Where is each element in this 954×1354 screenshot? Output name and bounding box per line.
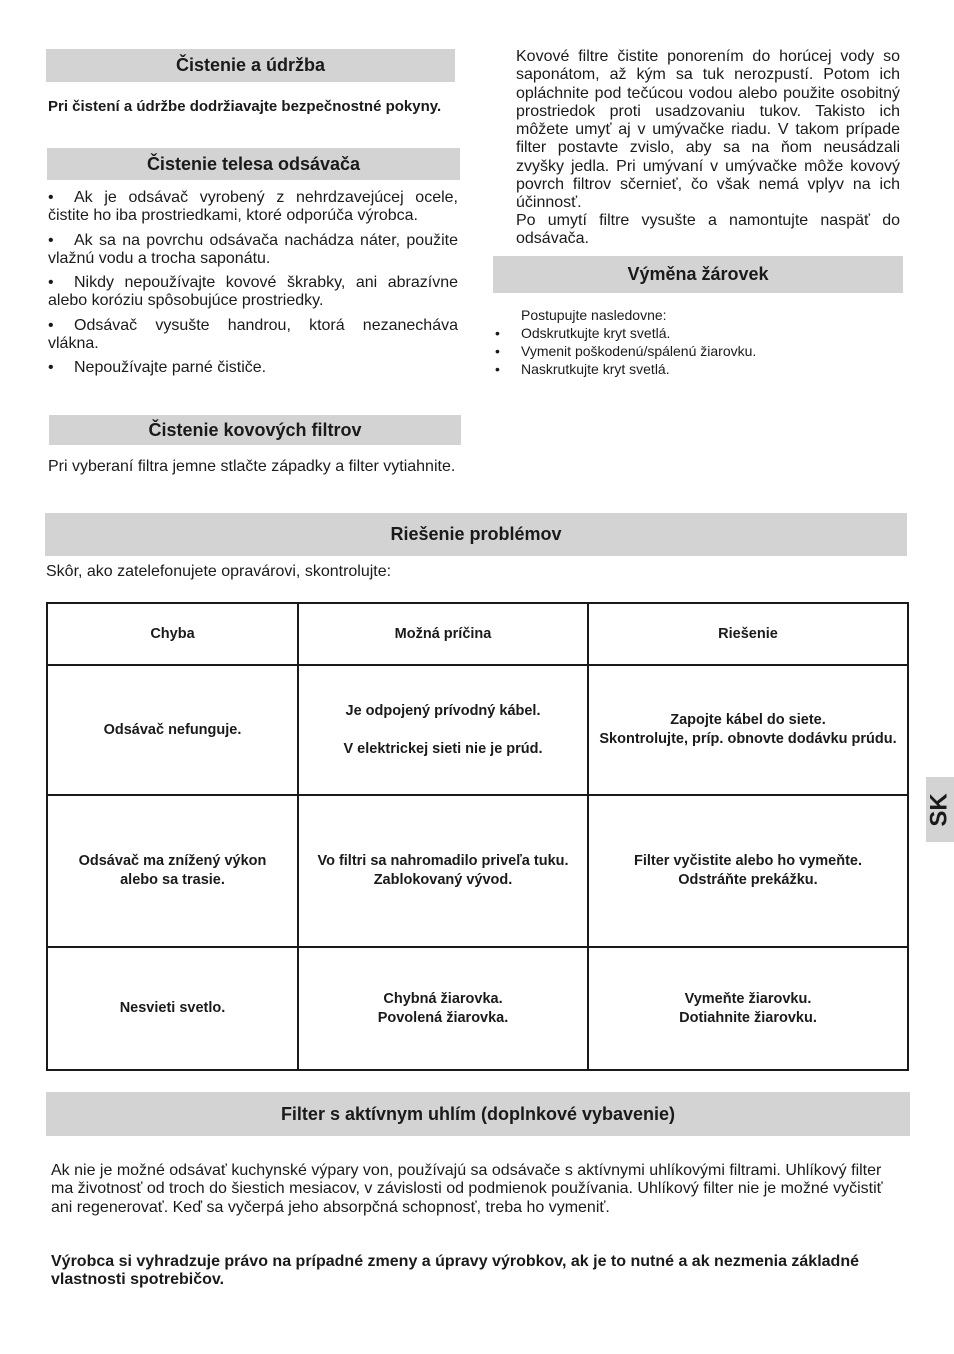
care-heading-text: Čistenie a údržba <box>175 55 326 75</box>
bulb-intro: Postupujte nasledovne: <box>521 307 667 323</box>
carbon-filter-heading <box>46 1092 910 1136</box>
metal-filters-heading-text: Čistenie kovových filtrov <box>148 419 362 440</box>
cause-cell: Vo filtri sa nahromadilo priveľa tuku. Zablokovaný vývod. <box>298 795 588 947</box>
bulb-replacement-heading-text: Výměna žárovek <box>627 264 769 284</box>
care-heading <box>46 49 455 82</box>
solution-cell: Filter vyčistite alebo ho vymeňte. Odstráňte prekážku. <box>588 795 908 947</box>
solution-cell: Zapojte kábel do siete. Skontrolujte, príp. obnovte dodávku prúdu. <box>588 665 908 795</box>
care-safety-note: Pri čistení a údržbe dodržiavajte bezpečnostné pokyny. <box>48 98 442 115</box>
language-tab <box>926 777 954 842</box>
list-item: • Naskrutkujte kryt svetlá. <box>495 361 670 377</box>
list-item: • Nepoužívajte parné čističe. <box>48 359 267 377</box>
list-item: • Odsávač vysušte handrou, ktorá nezanecháva vlákna. <box>48 316 458 353</box>
fault-cell: Odsávač nefunguje. <box>47 665 298 795</box>
list-item: • Odskrutkujte kryt svetlá. <box>495 325 671 341</box>
carbon-filter-heading-text: Filter s aktívnym uhlím (doplnkové vybavenie) <box>280 1103 676 1124</box>
cause-cell: Je odpojený prívodný kábel. V elektrickej sieti nie je prúd. <box>298 665 588 795</box>
header-solution: Riešenie <box>588 603 908 665</box>
body-cleaning-heading <box>47 148 460 180</box>
metal-filters-heading <box>49 415 461 445</box>
fault-cell: Odsávač ma znížený výkon alebo sa trasie. <box>47 795 298 947</box>
list-item: • Ak je odsávač vyrobený z nehrdzavejúcej ocele, čistite ho iba prostriedkami, ktoré odporúča výrobca. <box>48 189 458 225</box>
solution-cell: Vymeňte žiarovku. Dotiahnite žiarovku. <box>588 947 908 1070</box>
bulb-steps-list <box>493 324 903 378</box>
list-item: • Nikdy nepoužívajte kovové škrabky, ani abrazívne alebo koróziu spôsobujúce prostriedky. <box>48 274 458 310</box>
metal-filters-continued: Kovové filtre čistite ponorením do horúcej vody so saponátom, až kým sa tuk nerozpustí. Potom ich opláchnite pod tečúcou vodou alebo použite osobitný prostriedok proti usadzovaniu tukov. Takisto ich môžete umyť aj v umývačke riadu. V takom prípade filter postavte zvislo, aby sa na ňom neusádzali zvyšky jedla. Pri umývaní v umývačke môže kovový povrch filtrov sčernieť, čo však nemá vplyv na ich účinnosť. <box>516 48 900 212</box>
troubleshooting-heading-text: Riešenie problémov <box>390 524 562 544</box>
table-row <box>47 795 908 947</box>
troubleshooting-heading <box>45 513 907 556</box>
manufacturer-disclaimer: Výrobca si vyhradzuje právo na prípadné zmeny a úpravy výrobkov, ak je to nutné a ak nezmenia základné vlastnosti spotrebičov. <box>51 1253 859 1289</box>
cause-cell: Chybná žiarovka. Povolená žiarovka. <box>298 947 588 1070</box>
body-cleaning-list <box>48 189 458 384</box>
troubleshooting-intro: Skôr, ako zatelefonujete opravárovi, skontrolujte: <box>46 563 392 580</box>
troubleshooting-table <box>46 602 909 1071</box>
fault-cell: Nesvieti svetlo. <box>47 947 298 1070</box>
table-row <box>47 665 908 795</box>
header-fault: Chyba <box>47 603 298 665</box>
body-cleaning-heading-text: Čistenie telesa odsávača <box>146 153 361 174</box>
list-item: • Vymenit poškodenú/spálenú žiarovku. <box>495 343 757 359</box>
table-row <box>47 947 908 1070</box>
header-cause: Možná príčina <box>298 603 588 665</box>
bulb-replacement-heading <box>493 256 903 293</box>
metal-filters-drying: Po umytí filtre vysušte a namontujte naspäť do odsávača. <box>516 212 900 248</box>
carbon-filter-text: Ak nie je možné odsávať kuchynské výpary von, používajú sa odsávače s aktívnymi uhlíkovými filtrami. Uhlíkový filter ma životnosť od troch do šiestich mesiacov, v závislosti od podmienok používania. Uhlíkový filter nie je možné vyčistiť ani regenerovať. Keď sa vyčerpá jeho absorpčná schopnosť, treba ho vymeniť. <box>51 1162 883 1216</box>
table-header-row <box>47 603 908 665</box>
metal-filters-text: Pri vyberaní filtra jemne stlačte západky a filter vytiahnite. <box>48 458 456 475</box>
list-item: • Ak sa na povrchu odsávača nachádza náter, použite vlažnú vodu a trocha saponátu. <box>48 231 458 267</box>
language-tab-label: SK <box>926 792 953 827</box>
